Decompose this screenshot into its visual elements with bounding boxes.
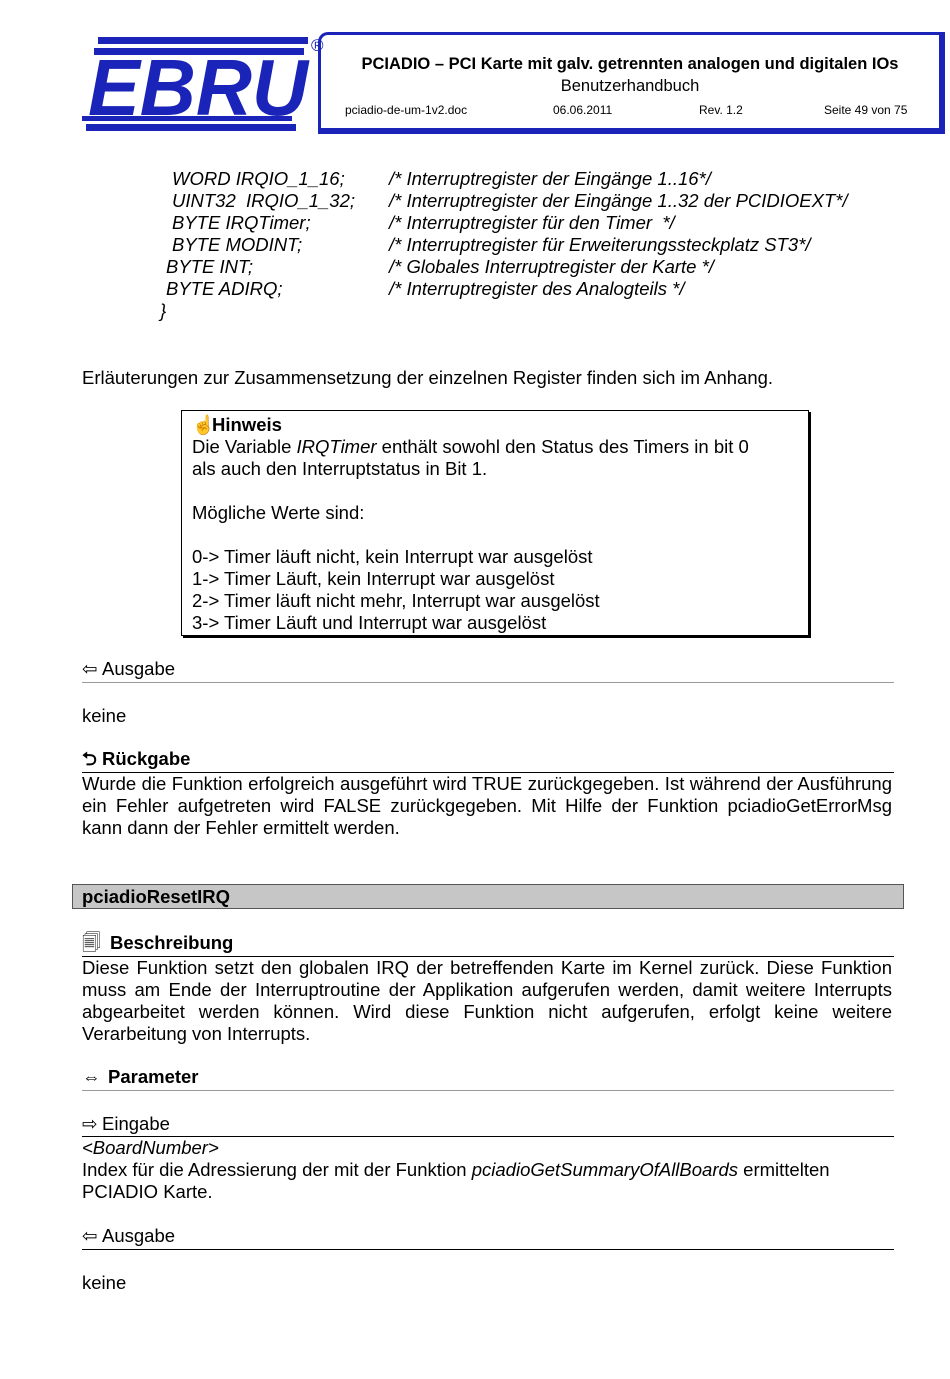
code-type: BYTE IRQTimer; [172,212,311,233]
rueckgabe-text: Wurde die Funktion erfolgreich ausgeführt wird TRUE zurückgegeben. Ist während der Ausführung ein Fehler aufgetreten wird FALSE zurückgegeben. Mit Hilfe der Funktion pciadioGetErrorMsg kann dann der Fehler ermittelt werden. [82,773,892,838]
divider [82,1249,894,1250]
note-value-item: 1-> Timer Läuft, kein Interrupt war ausgelöst [192,568,555,589]
registered-mark: ® [311,36,324,55]
note-value-item: 3-> Timer Läuft und Interrupt war ausgelöst [192,612,547,633]
explanation-text: Erläuterungen zur Zusammensetzung der einzelnen Register finden sich im Anhang. [82,367,774,388]
beschreibung-heading: 🗐 Beschreibung [82,932,234,953]
code-comment: /* Interruptregister des Analogteils */ [389,278,685,299]
note-title: Hinweis [212,414,282,435]
divider [82,1090,894,1091]
function-name: pciadioResetIRQ [82,886,231,907]
parameter-heading: ⇔ Parameter [82,1066,199,1087]
code-type: UINT32 IRQIO_1_32; [172,190,356,211]
note-line-2: als auch den Interruptstatus in Bit 1. [192,458,488,479]
beschreibung-text: Diese Funktion setzt den globalen IRQ der betreffenden Karte im Kernel zurück. Diese Funktion muss am Ende der Interruptroutine der Applikation aufgerufen werden, damit weitere Interrupts abgearbeitet werden können. Wird diese Funktion nicht aufgerufen, erfolgt keine weitere Verarbeitung von Interrupts. [82,957,892,1044]
ebru-logo [80,36,325,136]
function-section-header [72,884,904,909]
arrow-right-icon: ⇨ [82,1113,98,1134]
header-box [318,32,945,134]
logo-text: EBRU [88,43,311,132]
code-type: BYTE INT; [166,256,254,277]
doc-filename: pciadio-de-um-1v2.doc [345,103,468,117]
note-value-item: 2-> Timer läuft nicht mehr, Interrupt war ausgelöst [192,590,600,611]
doc-subtitle: Benutzerhandbuch [560,77,700,95]
arrow-left-icon: ⇦ [82,658,98,679]
code-type: BYTE MODINT; [172,234,303,255]
eingabe-heading: ⇨ Eingabe [82,1113,170,1134]
double-arrow-icon: ⇔ [82,1066,101,1087]
document-icon: 🗐 [82,932,101,953]
doc-date: 06.06.2011 [553,103,613,117]
rueckgabe-heading: ⮌ Rückgabe [82,748,191,769]
doc-revision: Rev. 1.2 [699,103,743,117]
param-description-line-2: PCIADIO Karte. [82,1181,213,1202]
code-comment: /* Interruptregister für Erweiterungssteckplatz ST3*/ [389,234,811,255]
code-comment: /* Globales Interruptregister der Karte */ [389,256,714,277]
code-type: WORD IRQIO_1_16; [172,168,345,189]
divider [82,682,894,683]
arrow-left-icon: ⇦ [82,1225,98,1246]
code-type: BYTE ADIRQ; [166,278,283,299]
note-line-1: Die Variable IRQTimer enthält sowohl den Status des Timers in bit 0 [192,436,749,457]
doc-title: PCIADIO – PCI Karte mit galv. getrennten analogen und digitalen IOs [361,55,899,73]
return-arrow-icon: ⮌ [82,748,97,769]
note-values-label: Mögliche Werte sind: [192,502,365,523]
ausgabe-value: keine [82,705,127,726]
param-description: Index für die Adressierung der mit der Funktion pciadioGetSummaryOfAllBoards ermittelten [82,1159,830,1180]
code-comment: /* Interruptregister der Eingänge 1..16*/ [389,168,711,189]
code-comment: /* Interruptregister für den Timer */ [389,212,675,233]
pointing-hand-icon: ☝ [192,414,216,435]
ausgabe-heading: ⇦ Ausgabe [82,1225,176,1246]
param-name: <BoardNumber> [82,1137,219,1158]
ausgabe-heading: ⇦ Ausgabe [82,658,176,679]
code-closing-brace: } [160,300,167,321]
page-number: Seite 49 von 75 [824,103,908,117]
code-comment: /* Interruptregister der Eingänge 1..32 der PCIDIOEXT*/ [389,190,848,211]
note-box [181,410,809,636]
note-value-item: 0-> Timer läuft nicht, kein Interrupt war ausgelöst [192,546,593,567]
ausgabe-value: keine [82,1272,127,1293]
